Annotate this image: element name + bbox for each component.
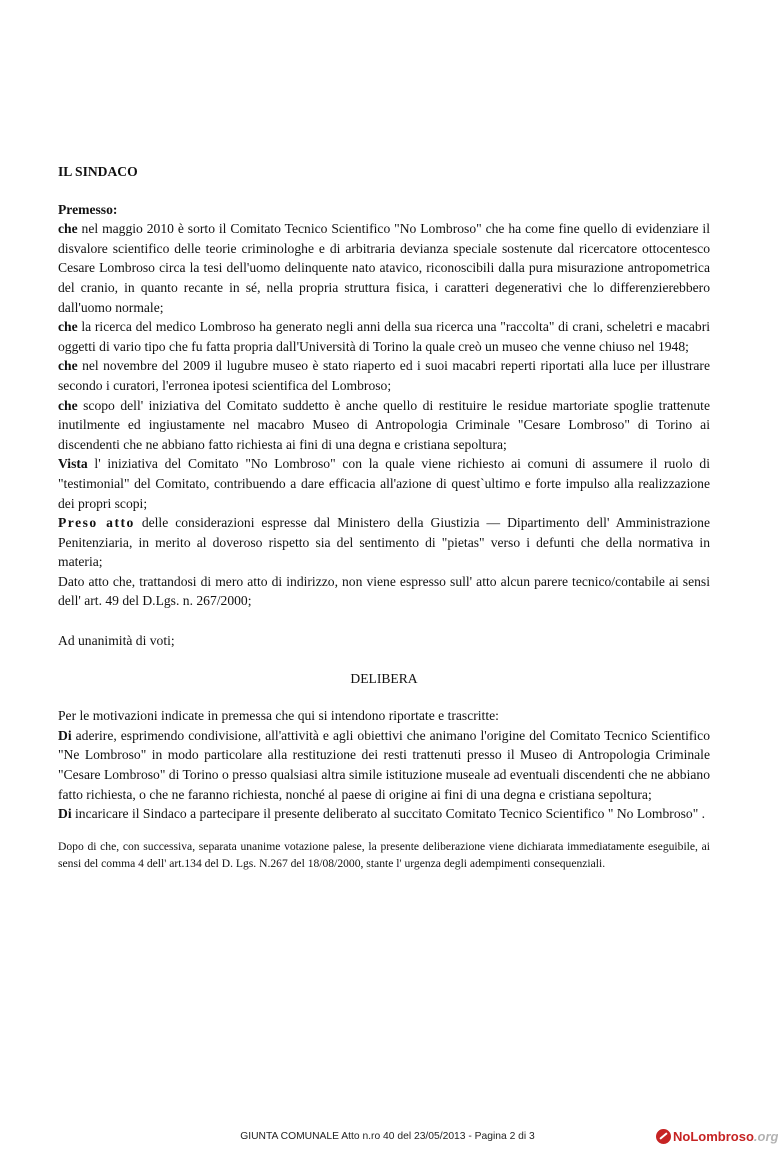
logo-text-lombroso: Lombroso: [690, 1128, 754, 1144]
premesso-item-keyword: Preso atto: [58, 515, 135, 531]
dispositivo-item-text: incaricare il Sindaco a partecipare il presente deliberato al succitato Comitato Tecnico Scientifico " No Lombroso" .: [71, 806, 706, 822]
premesso-item: [58, 513, 710, 572]
premesso-item-text: nel maggio 2010 è sorto il Comitato Tecnico Scientifico "No Lombroso" che ha come fine quello di evidenziare il disvalore scientifico delle teorie criminologhe e di arbitraria devianza speciale sostenute dal ricercatore ottocentesco Cesare Lombroso circa la tesi dell'uomo delinquente nato atavico, riconoscibili dalla pura misurazione antropometrica del cranio, in quanto recante in sé, nella propria struttura fisica, i caratteri degenerativi che lo differenzierebbero dall'uomo normale;: [58, 221, 710, 315]
nolombroso-logo: [656, 1126, 778, 1146]
delibera-heading: DELIBERA: [350, 670, 418, 686]
premesso-item: [58, 219, 710, 317]
premesso-item: [58, 396, 710, 455]
closing-text: Dopo di che, con successiva, separata unanime votazione palese, la presente deliberazione viene dichiarata immediatamente eseguibile, ai sensi del comma 4 dell' art.134 del D. Lgs. N.267 del 18/08/2000, stante l' urgenza degli adempimenti consequenziali.: [58, 839, 710, 871]
premesso-item-keyword: che: [58, 221, 78, 237]
dispositivo-item: [58, 726, 710, 804]
premesso-item: [58, 317, 710, 356]
premesso-item-keyword: che: [58, 397, 78, 413]
document-body: [58, 162, 710, 873]
document-title: IL SINDACO: [58, 164, 138, 179]
logo-text-no: No: [673, 1128, 691, 1144]
premesso-item: [58, 454, 710, 513]
premesso-heading: Premesso:: [58, 201, 118, 217]
premesso-list: [58, 219, 710, 611]
premesso-item-text: nel novembre del 2009 il lugubre museo è stato riaperto ed i suoi macabri reperti riportati alla luce per illustrare secondo i curatori, l'erronea ipotesi scientifica del Lombroso;: [58, 358, 710, 393]
dispositivo-item-keyword: Di: [58, 727, 72, 743]
unanimita-text: Ad unanimità di voti;: [58, 633, 175, 649]
premesso-item-text: l' iniziativa del Comitato "No Lombroso" con la quale viene richiesto ai comuni di assumere il ruolo di "testimonial" del Comitato, contribuendo a dare efficacia all'azione di quest`ultimo e forte impulso alla realizzazione dei propri scopi;: [58, 456, 710, 511]
page-footer: GIUNTA COMUNALE Atto n.ro 40 del 23/05/2013 - Pagina 2 di 3: [240, 1131, 535, 1142]
premesso-item: [58, 572, 710, 611]
dispositivo-item-keyword: Di: [58, 806, 72, 822]
premesso-item-text: Dato atto che, trattandosi di mero atto di indirizzo, non viene espresso sull' atto alcun parere tecnico/contabile ai sensi dell' art. 49 del D.Lgs. n. 267/2000;: [58, 573, 710, 609]
premesso-item-text: la ricerca del medico Lombroso ha generato negli anni della sua ricerca una "raccolta" di crani, scheletri e macabri oggetti di vario tipo che fu fatta propria dall'Università di Torino la quale creò un museo che venne chiuso nel 1948;: [58, 319, 710, 354]
premesso-item-keyword: che: [58, 319, 78, 335]
motivazioni-text: Per le motivazioni indicate in premessa che qui si intendono riportate e trascritte:: [58, 708, 499, 724]
premesso-item: [58, 356, 710, 395]
dispositivo-list: [58, 726, 710, 824]
logo-text-org: .org: [753, 1128, 778, 1144]
premesso-item-keyword: che: [58, 358, 78, 374]
premesso-item-keyword: Vista: [58, 456, 88, 472]
dispositivo-item-text: aderire, esprimendo condivisione, all'attività e agli obiettivi che animano l'origine del Comitato Tecnico Scientifico "Ne Lombroso" in modo particolare alla restituzione dei resti trattenuti presso il Museo di Antropologia Criminale "Cesare Lombroso" di Torino o presso qualsiasi altra simile istituzione museale ad eventuali discendenti che ne abbiano fatto richiesta, o che ne faranno richiesta, nonché al paese di origine ai fini di una degna e cristiana sepoltura;: [58, 727, 710, 802]
premesso-item-text: delle considerazioni espresse dal Ministero della Giustizia — Dipartimento dell' Amministrazione Penitenziaria, in merito al doveroso rispetto sia del sentimento di "pietas" verso i defunti che della normativa in materia;: [58, 515, 710, 570]
dispositivo-item: [58, 804, 710, 824]
no-sign-icon: [656, 1129, 671, 1144]
premesso-item-text: scopo dell' iniziativa del Comitato suddetto è anche quello di restituire le residue martoriate spoglie trattenute inutilmente ed ingiustamente nel macabro Museo di Antropologia Criminale "Cesare Lombroso" di Torino ai discendenti che ne abbiano fatto richiesta ai fini di una degna e cristiana sepoltura;: [58, 397, 710, 452]
